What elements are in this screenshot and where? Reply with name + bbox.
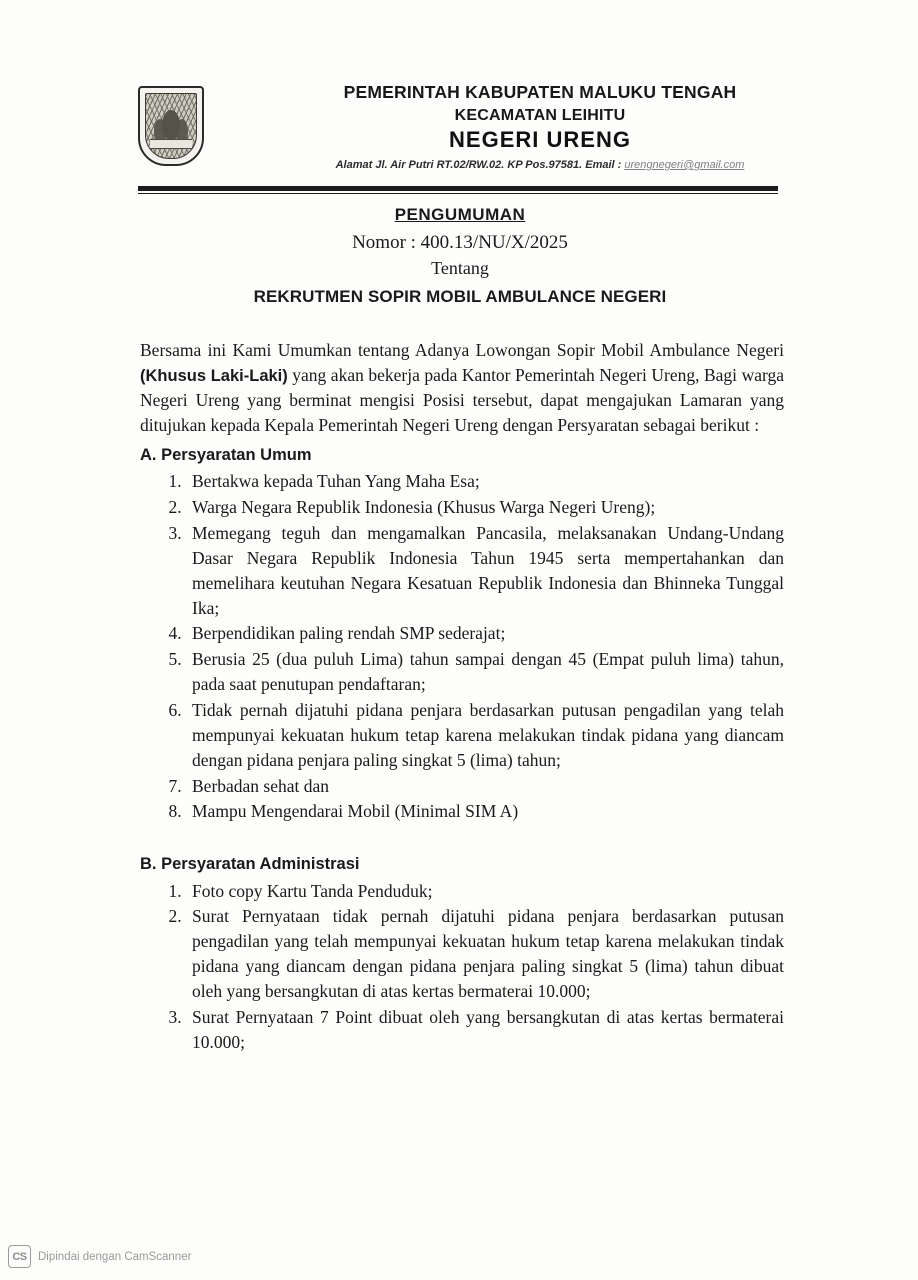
- letterhead-line-3: NEGERI URENG: [449, 127, 631, 152]
- letterhead-text: [290, 82, 790, 171]
- list-item: 3. Surat Pernyataan 7 Point dibuat oleh yang bersangkutan di atas kertas bermaterai 10.000;: [186, 1005, 784, 1055]
- document-number: Nomor : 400.13/NU/X/2025: [352, 232, 568, 253]
- section-spacer: [140, 825, 784, 847]
- list-item: 2. Surat Pernyataan tidak pernah dijatuhi pidana penjara berdasarkan putusan pengadilan yang telah mempunyai kekuatan hukum tetap karena melakukan tindak pidana yang diancam dengan pidana penjara paling singkat 5 (lima) tahun dibuat oleh yang bersangkutan di atas kertas bermaterai 10.000;: [186, 904, 784, 1003]
- section-b-title: B. Persyaratan Administrasi: [140, 855, 360, 874]
- list-item: 4. Berpendidikan paling rendah SMP sederajat;: [186, 621, 784, 646]
- letterhead-line-2: KECAMATAN LEIHITU: [454, 107, 626, 124]
- section-b-list: [140, 879, 784, 1055]
- list-item: 7. Berbadan sehat dan: [186, 774, 784, 799]
- about-label: Tentang: [431, 258, 489, 278]
- address-text: Alamat Jl. Air Putri RT.02/RW.02. KP Pos.97581. Email :: [335, 159, 622, 171]
- intro-bold: (Khusus Laki-Laki): [140, 366, 288, 385]
- list-item: 8. Mampu Mengendarai Mobil (Minimal SIM A): [186, 799, 784, 824]
- intro-part-2: yang akan bekerja pada Kantor Pemerintah Negeri Ureng, Bagi warga Negeri Ureng yang berminat mengisi Posisi tersebut, dapat mengajukan Lamaran yang ditujukan kepada Kepala Pemerintah Negeri Ureng dengan Persyaratan sebagai berikut :: [140, 364, 784, 436]
- camscanner-badge-icon: CS: [8, 1245, 31, 1268]
- government-crest-icon: [138, 86, 204, 166]
- camscanner-watermark: [8, 1245, 191, 1268]
- list-item: 1. Foto copy Kartu Tanda Penduduk;: [186, 879, 784, 904]
- intro-part-1: Bersama ini Kami Umumkan tentang Adanya Lowongan Sopir Mobil Ambulance Negeri: [140, 340, 784, 360]
- list-item: 5. Berusia 25 (dua puluh Lima) tahun sampai dengan 45 (Empat puluh lima) tahun, pada saat penutupan pendaftaran;: [186, 647, 784, 697]
- letterhead-address: [290, 159, 790, 171]
- title-block: [140, 205, 780, 307]
- camscanner-label: Dipindai dengan CamScanner: [38, 1250, 192, 1263]
- intro-paragraph: [140, 338, 784, 438]
- document-subject: REKRUTMEN SOPIR MOBIL AMBULANCE NEGERI: [253, 287, 667, 306]
- letterhead: [130, 82, 790, 192]
- section-a-list: [140, 469, 784, 824]
- section-a-title: A. Persyaratan Umum: [140, 445, 312, 464]
- email-link[interactable]: urengnegeri@gmail.com: [624, 159, 745, 171]
- list-item: 6. Tidak pernah dijatuhi pidana penjara berdasarkan putusan pengadilan yang telah mempunyai kekuatan hukum tetap karena melakukan tindak pidana yang diancam dengan pidana penjara paling singkat 5 (lima) tahun;: [186, 698, 784, 773]
- list-item: 2. Warga Negara Republik Indonesia (Khusus Warga Negeri Ureng);: [186, 495, 784, 520]
- list-item: 3. Memegang teguh dan mengamalkan Pancasila, melaksanakan Undang-Undang Dasar Negara Republik Indonesia Tahun 1945 serta mempertahankan dan memelihara keutuhan Negara Kesatuan Republik Indonesia dan Bhinneka Tunggal Ika;: [186, 521, 784, 620]
- document-heading: PENGUMUMAN: [394, 205, 526, 224]
- letterhead-divider: [138, 186, 778, 191]
- list-item: 1. Bertakwa kepada Tuhan Yang Maha Esa;: [186, 469, 784, 494]
- letterhead-line-1: PEMERINTAH KABUPATEN MALUKU TENGAH: [343, 82, 737, 102]
- document-body: [140, 338, 784, 1056]
